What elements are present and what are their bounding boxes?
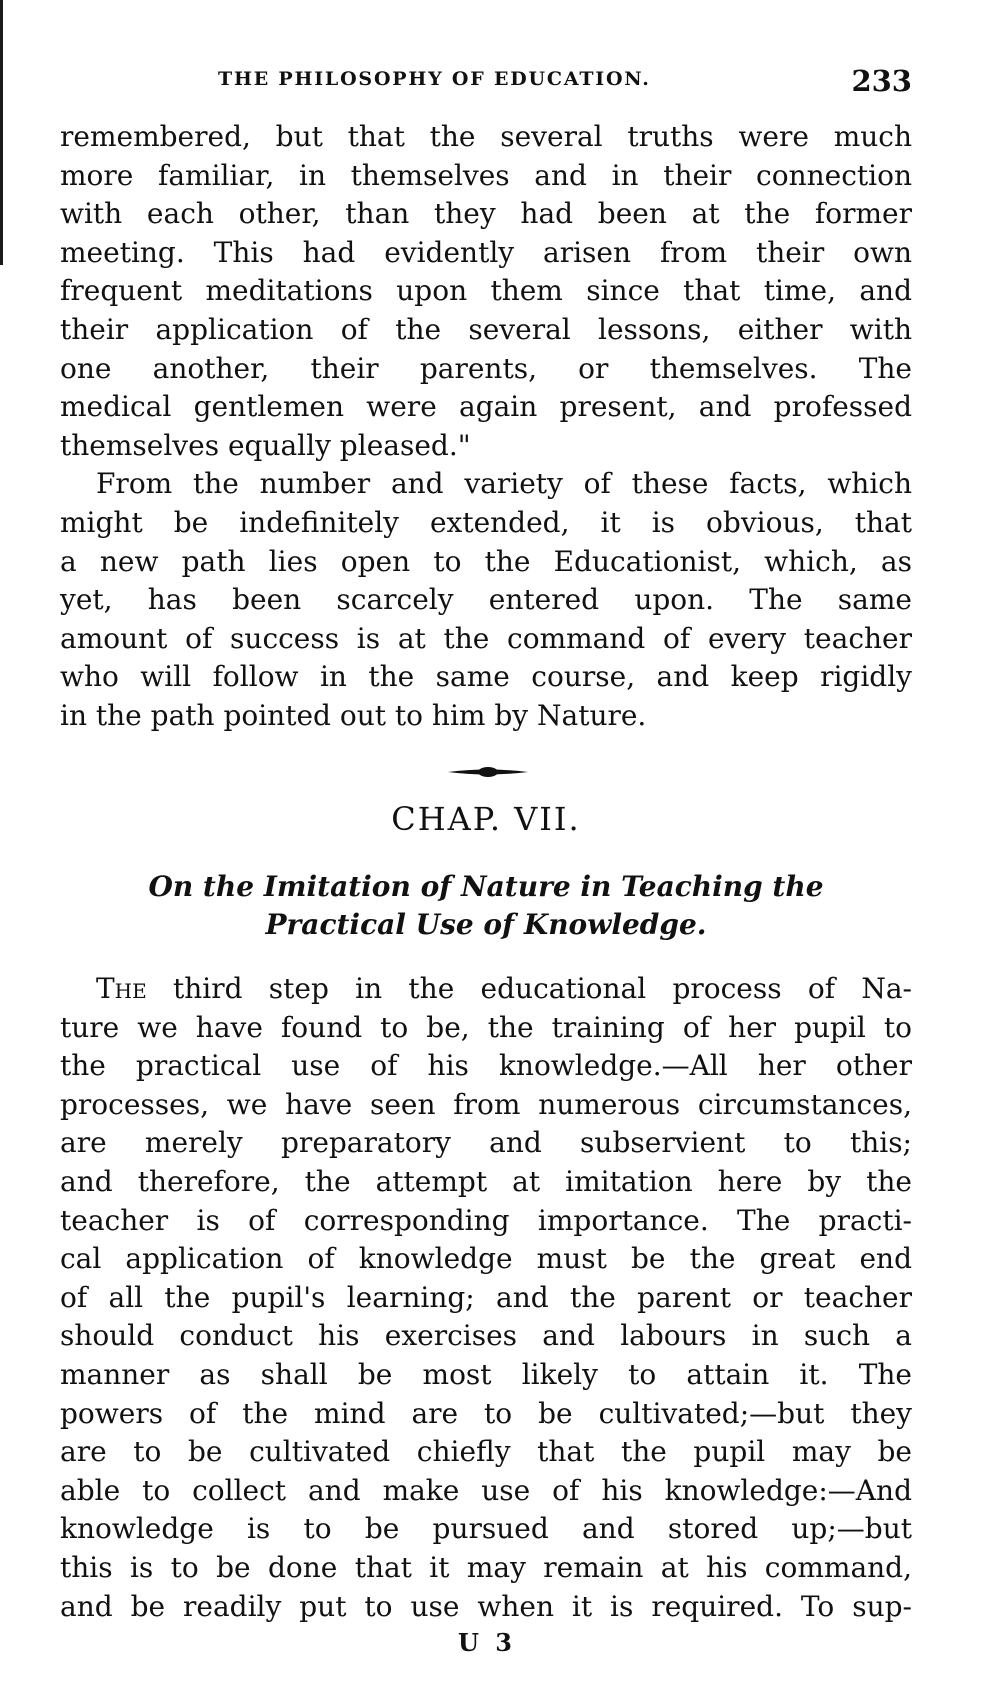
text-line: this is to be done that it may remain at his command, [60,1550,912,1584]
text-line: remembered, but that the several truths were much [60,120,912,153]
text-line: ture we have found to be, the training of her pupil to [60,1010,912,1044]
text-line: frequent meditations upon them since that time, and [60,274,912,308]
text-line: might be indefinitely extended, it is obvious, that [60,505,912,539]
text-line: meeting. This had evidently arisen from their own [60,235,912,269]
text-block-top [60,118,912,736]
text-block-chapter [60,970,912,1626]
chapter-subtitle-line: Practical Use of Knowledge. [265,908,707,941]
text-line: manner as shall be most likely to attain it. The [60,1357,912,1391]
text-line: with each other, than they had been at the former [60,197,912,231]
text-line: knowledge is to be pursued and stored up;—but [60,1512,912,1546]
text-line: in the path pointed out to him by Nature. [60,698,647,732]
text-line: able to collect and make use of his knowledge:—And [60,1473,912,1507]
text-line: From the number and variety of these facts, which [96,467,912,501]
text-line [60,970,912,1009]
text-line: should conduct his exercises and labours in such a [60,1319,912,1353]
text-line: and be readily put to use when it is required. To sup- [60,1589,912,1623]
text-line: cal application of knowledge must be the great end [60,1242,912,1276]
text-line: teacher is of corresponding importance. The practi- [60,1203,912,1237]
text-line: a new path lies open to the Educationist, which, as [60,544,912,578]
opening-line-rest: third step in the educational process of Na- [146,972,912,1005]
text-line: yet, has been scarcely entered upon. The same [60,583,912,617]
text-line: are merely preparatory and subservient to this; [60,1126,912,1160]
text-line: powers of the mind are to be cultivated;—but they [60,1396,912,1430]
section-divider-ornament [446,765,530,779]
signature-mark: U 3 [458,1628,516,1657]
text-line: their application of the several lessons, either with [60,312,912,346]
text-line: are to be cultivated chiefly that the pupil may be [60,1435,912,1469]
text-line: the practical use of his knowledge.—All her other [60,1049,912,1083]
text-line: medical gentlemen were again present, and professed [60,390,912,424]
chapter-subtitle [60,868,912,944]
text-line: one another, their parents, or themselves. The [60,351,912,385]
opening-word: The [96,972,147,1005]
text-line: who will follow in the same course, and keep rigidly [60,660,912,694]
chapter-subtitle-line: On the Imitation of Nature in Teaching the [148,870,824,903]
text-line: themselves equally pleased." [60,428,471,462]
running-head [60,64,912,104]
page-number: 233 [851,64,912,98]
text-line: and therefore, the attempt at imitation here by the [60,1164,912,1198]
text-line: amount of success is at the command of every teacher [60,621,912,655]
text-line: more familiar, in themselves and in their connection [60,158,912,192]
text-line: of all the pupil's learning; and the parent or teacher [60,1280,912,1314]
page-edge-rule [0,0,3,265]
running-title: THE PHILOSOPHY OF EDUCATION. [218,68,651,90]
text-line: processes, we have seen from numerous circumstances, [60,1087,912,1121]
chapter-heading: CHAP. VII. [391,800,581,838]
